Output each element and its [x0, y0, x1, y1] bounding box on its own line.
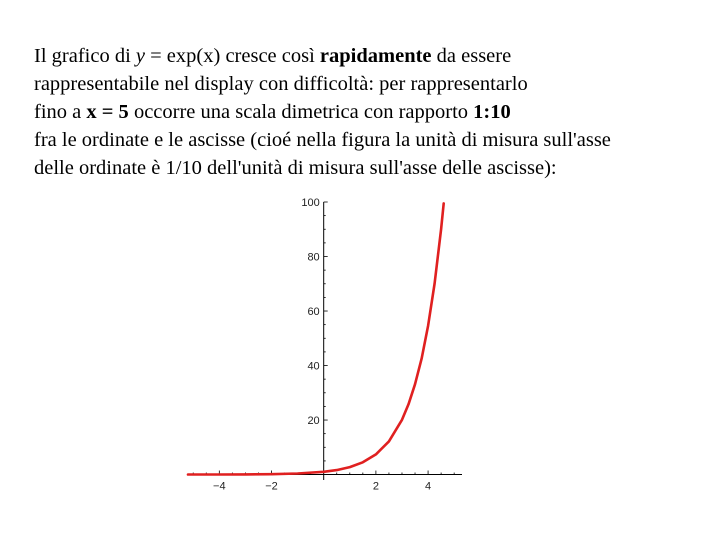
text-line-2: rappresentabile nel display con difficoltà: per rappresentarlo: [34, 73, 528, 95]
text-fragment: = exp(x) cresce così: [145, 45, 320, 67]
exp-curve-line: [188, 203, 444, 474]
x-tick-label: −2: [265, 480, 278, 493]
y-tick-label: 20: [307, 415, 320, 428]
emphasis-rapidamente: rapidamente: [319, 45, 432, 67]
x-tick-label: 2: [372, 480, 379, 493]
emphasis-ratio: 1:10: [473, 101, 511, 123]
text-fragment: fino a: [34, 101, 87, 123]
y-tick-label: 60: [307, 306, 320, 319]
x-tick-label: 4: [425, 480, 432, 493]
y-tick-label: 80: [307, 251, 320, 264]
text-fragment: occorre una scala dimetrica con rapporto: [128, 101, 474, 123]
text-fragment: da essere: [431, 45, 512, 67]
y-tick-label: 40: [307, 360, 320, 373]
variable-y: y: [135, 45, 145, 67]
x-tick-label: −4: [213, 480, 226, 493]
text-fragment: Il grafico di: [34, 45, 136, 67]
emphasis-x-equals-5: x = 5: [86, 101, 129, 123]
text-line-5: delle ordinate è 1/10 dell'unità di misura sull'asse delle ascisse):: [34, 157, 557, 179]
text-line-4: fra le ordinate e le ascisse (cioé nella figura la unità di misura sull'asse: [34, 129, 611, 151]
y-tick-label: 100: [301, 197, 320, 209]
